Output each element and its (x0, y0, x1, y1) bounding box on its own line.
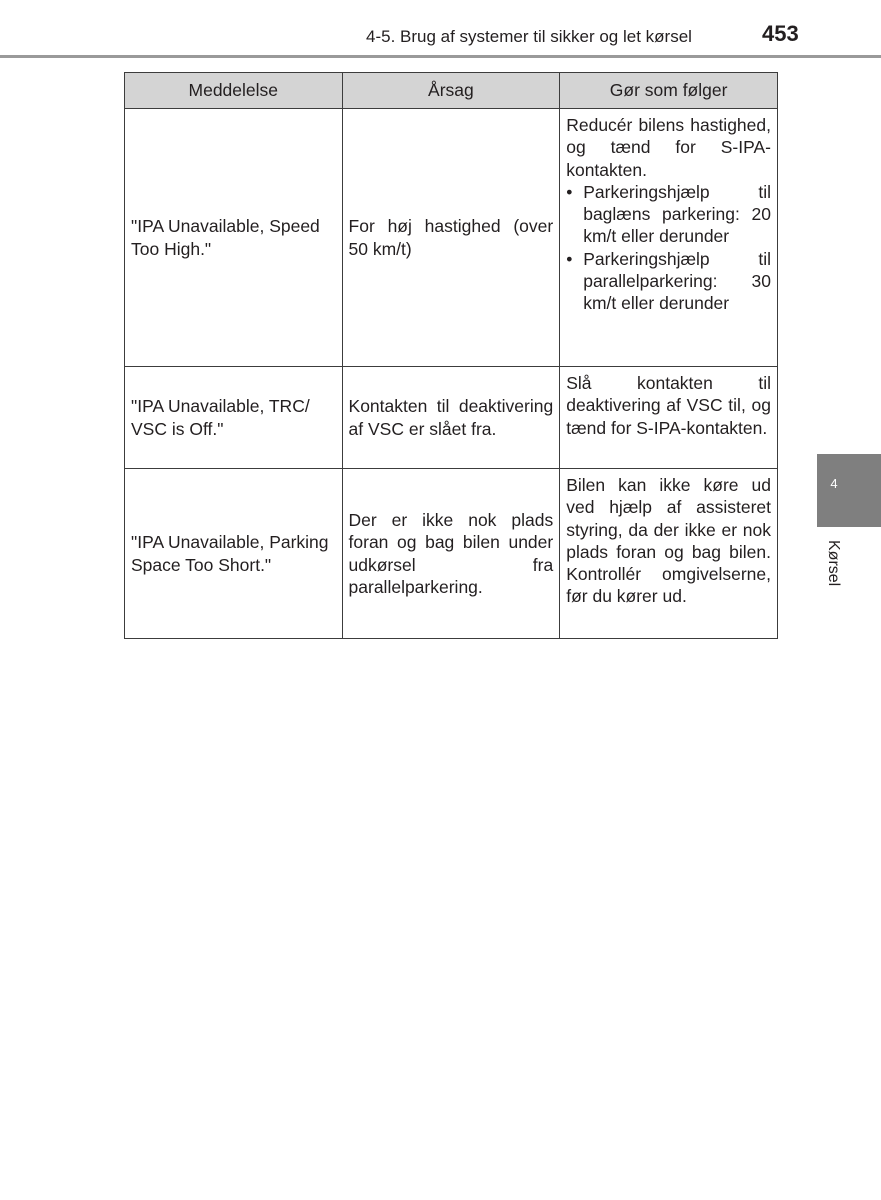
bullet-text: Parkeringshjælp til parallelparkering: 30 km/t eller derunder (583, 248, 771, 314)
action-cell: Bilen kan ikke køre ud ved hjælp af assisteret styring, da der ikke er nok plads foran og bag bilen. Kontrollér omgivelserne, før du kører ud. (560, 469, 778, 639)
message-cell: "IPA Unavailable, Parking Space Too Short." (125, 469, 343, 639)
bullet-icon: • (566, 248, 573, 269)
table-row (125, 109, 778, 367)
bullet-icon: • (566, 181, 573, 202)
column-header-message: Meddelelse (125, 73, 343, 109)
header-rule (0, 55, 881, 58)
cause-cell: Kontakten til deaktivering af VSC er slået fra. (342, 367, 560, 469)
cause-cell: Der er ikke nok plads foran og bag bilen under udkørsel fra parallelparkering. (342, 469, 560, 639)
page-number: 453 (762, 21, 799, 46)
action-bullet-list (566, 181, 771, 315)
action-cell (560, 109, 778, 367)
column-header-action: Gør som følger (560, 73, 778, 109)
message-table (124, 72, 778, 639)
section-title: 4-5. Brug af systemer til sikker og let kørsel (366, 27, 692, 46)
column-header-cause: Årsag (342, 73, 560, 109)
list-item (566, 248, 771, 315)
table-row (125, 469, 778, 639)
table-header-row (125, 73, 778, 109)
table-row (125, 367, 778, 469)
action-cell: Slå kontakten til deaktivering af VSC til, og tænd for S-IPA-kontakten. (560, 367, 778, 469)
message-cell: "IPA Unavailable, TRC/ VSC is Off." (125, 367, 343, 469)
message-cell: "IPA Unavailable, Speed Too High." (125, 109, 343, 367)
bullet-text: Parkeringshjælp til baglæns parkering: 20 km/t eller derunder (583, 181, 771, 247)
list-item (566, 181, 771, 248)
chapter-label: Kørsel (825, 540, 842, 587)
chapter-number: 4 (830, 476, 838, 491)
cause-cell: For høj hastighed (over 50 km/t) (342, 109, 560, 367)
action-intro: Reducér bilens hastighed, og tænd for S-IPA-kontakten. (566, 115, 771, 180)
